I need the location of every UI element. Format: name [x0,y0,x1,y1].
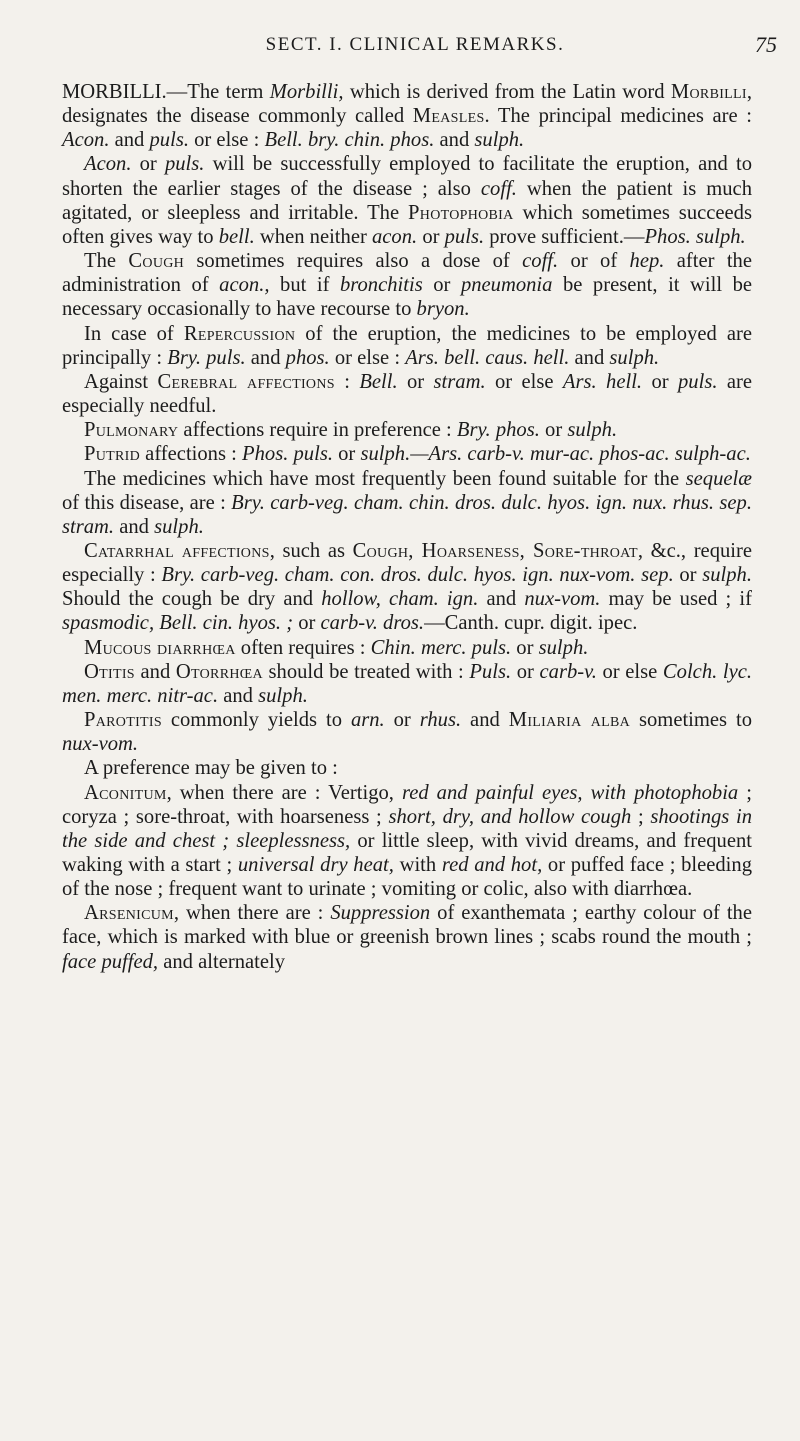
italic-text: Chin. merc. puls. [370,636,512,659]
italic-text: sulph. [474,129,525,152]
text-run: and [478,588,525,611]
italic-text: bryon. [416,298,470,321]
small-caps-term: Parotitis [84,709,162,732]
small-caps-term: Repercussion [183,322,296,345]
italic-text: hep. [629,250,665,273]
italic-text: nux-vom. [62,733,139,756]
italic-text: Bry. carb-veg. cham. con. dros. dulc. hyos. ign. nux-vom. sep. [161,564,674,587]
text-run: , &c., require especially : [62,539,753,587]
paragraph [62,708,752,756]
text-run: , when there are : Vertigo, [166,781,402,804]
text-run: or [417,225,445,248]
italic-text: puls. [444,225,485,248]
italic-text: short, dry, and hollow cough [388,805,632,828]
italic-text: Phos. sulph. [644,225,746,248]
text-run: and [461,709,509,732]
italic-text: sulph. [538,636,589,659]
text-run: : [334,370,360,393]
text-run: commonly yields to [161,709,351,732]
text-run: or puffed face ; bleeding of the nose ; frequent want to urinate ; vomiting or colic, also with diarrhœa. [62,854,752,901]
text-run: or [511,660,540,683]
italic-text: sequelæ [685,467,752,490]
italic-text: coff. [480,177,517,200]
small-caps-term: Putrid [84,443,141,466]
paragraph [62,660,752,708]
text-run: or [332,443,361,466]
text-run: or of [558,250,630,273]
paragraph [62,539,752,636]
text-run: The [84,250,129,273]
text-run: of exanthemata ; earthy colour of the face, which is marked with blue or greenish brown lines ; scabs round the mouth ; [62,902,752,949]
text-run: will be successfully employed to facilitate the eruption, and to shorten the earlier stages of the disease ; also [62,153,753,200]
text-run: are especially needful. [62,370,752,418]
text-run: should be treated with : [262,660,470,683]
italic-text: shootings in the side and chest ; sleeplessness, [62,805,752,852]
paragraph [62,636,752,660]
page-number: 75 [755,32,777,57]
text-run: and [114,515,155,538]
italic-text: carb-v. [539,660,597,683]
text-run: or [422,274,461,297]
text-run: after the administration of [62,250,752,297]
text-run: and [245,346,286,369]
text-run: or [397,370,434,393]
italic-text: red and hot, [441,854,543,876]
text-run: or [673,564,703,587]
small-caps-term: Mucous diarrhœa [84,636,236,659]
text-run: Against [84,370,158,393]
italic-text: pneumonia [460,274,553,297]
italic-text: nux-vom. [524,588,601,611]
text-run: and [134,660,176,683]
italic-text: Bry. phos. [456,419,540,442]
text-run: when the patient is much agitated, or sleepless and irritable. The [62,177,752,224]
text-run: with [393,854,442,876]
text-run: may be used ; if [600,588,752,611]
text-run: sometimes to [630,709,753,732]
text-run: when neither [254,225,372,248]
text-run: or else [596,660,663,683]
italic-text: Bry. puls. [167,346,246,369]
text-run: sometimes requires also a dose of [184,250,523,273]
text-run: or [539,419,568,442]
text-run: or [131,153,165,176]
text-run: MORBILLI.—The term [62,81,270,103]
text-run: ; [631,805,651,828]
text-run: or [511,636,539,659]
text-run: or else [485,370,563,393]
small-caps-term: Aconitum [84,781,167,804]
italic-text: hollow, cham. ign. [321,588,479,611]
text-run: A preference may be given to : [84,757,338,780]
text-run: Should the cough be dry and [62,588,322,611]
italic-text: Bell. [359,370,398,393]
small-caps-term: Otorrhœa [175,660,263,683]
text-run: ; coryza ; sore-throat, with hoarseness ; [62,781,752,828]
italic-text: sulph.—Ars. carb-v. mur-ac. phos-ac. sulph-ac. [360,443,751,466]
italic-text: stram. [433,370,486,393]
text-run: affections : [140,443,243,466]
italic-text: sulph. [258,684,308,707]
text-run: and [109,129,150,152]
italic-text: puls. [149,129,189,152]
italic-text: acon. [371,225,418,248]
text-run: In case of [84,322,184,345]
italic-text: Phos. puls. [242,443,333,466]
italic-text: sulph. [702,564,752,587]
paragraph [62,152,752,249]
text-run: The medicines which have most frequently been found suitable for the [84,467,686,490]
small-caps-term: Cough [128,250,185,273]
text-run: or else : [188,129,265,152]
text-run: and [434,129,475,152]
italic-text: Ars. hell. [562,370,643,393]
text-run: or [384,709,420,732]
italic-text: bronchitis [339,274,423,297]
text-run: and alternately [158,950,286,973]
paragraph [62,467,752,539]
small-caps-term: Measles [412,105,485,128]
page-body [62,80,752,974]
italic-text: coff. [522,250,559,273]
small-caps-term: Pulmonary [84,419,179,442]
italic-text: Bell. bry. chin. phos. [264,129,435,152]
text-run: or [642,370,678,393]
italic-text: spasmodic, Bell. cin. hyos. ; [62,612,294,635]
italic-text: sulph. [567,419,618,442]
text-run: of this disease, are : [62,491,232,514]
text-run: . The principal medicines are : [484,105,752,128]
text-run: be present, it will be necessary occasionally to have recourse to [62,274,753,321]
running-header: SECT. I. CLINICAL REMARKS. [265,34,565,55]
italic-text: sulph. [609,346,660,369]
italic-text: universal dry heat, [237,854,394,876]
small-caps-term: Miliaria alba [508,709,631,732]
italic-text: sulph. [154,515,204,538]
small-caps-term: Arsenicum [84,902,174,925]
paragraph [62,322,752,370]
italic-text: Puls. [469,660,512,683]
paragraph [62,781,752,902]
italic-text: Acon. [62,129,110,152]
small-caps-term: Otitis [84,660,135,683]
small-caps-term: Cough, Hoarseness, Sore-throat [352,539,638,562]
italic-text: red and painful eyes, with photophobia [401,781,739,804]
italic-text: rhus. [419,709,462,732]
paragraph [62,442,752,466]
text-run: or else : [329,346,406,369]
small-caps-term: Photophobia [408,201,514,224]
text-run: or [293,612,321,635]
paragraph [62,901,752,973]
italic-text: carb-v. dros. [320,612,425,635]
italic-text: puls. [678,370,718,393]
small-caps-term: Cerebral affections [157,370,335,393]
italic-text: Ars. bell. caus. hell. [405,346,570,369]
text-run: , when there are : [173,902,331,925]
italic-text: Suppression [330,902,431,925]
italic-text: face puffed, [62,950,159,973]
italic-text: Morbilli, [269,81,344,103]
text-run: , such as [269,539,353,562]
text-run: —Canth. cupr. digit. ipec. [424,612,638,635]
text-run: often requires : [235,636,371,659]
italic-text: phos. [285,346,330,369]
small-caps-term: Morbilli [670,81,747,103]
italic-text: Bry. carb-veg. cham. chin. dros. dulc. hyos. ign. nux. rhus. sep. stram. [62,491,752,538]
italic-text: Acon. [84,153,132,176]
italic-text: acon., [219,274,270,297]
italic-text: arn. [350,709,385,732]
text-run: affections require in preference : [178,419,457,442]
text-run: and [218,684,259,707]
text-run: which is derived from the Latin word [343,81,671,103]
paragraph [62,80,752,152]
paragraph [62,370,752,418]
paragraph [62,249,752,321]
text-run: , designates the disease commonly called [62,81,752,128]
text-run: and [569,346,610,369]
text-run: or little sleep, with vivid dreams, and frequent waking with a start ; [62,829,752,876]
text-run: prove sufficient.— [484,225,645,248]
small-caps-term: Catarrhal affections [84,539,270,562]
paragraph [62,418,752,442]
italic-text: Colch. lyc. men. merc. nitr-ac. [62,660,753,707]
text-run: which sometimes succeeds often gives way to [62,201,752,248]
italic-text: bell. [218,225,255,248]
text-run: but if [269,274,340,297]
text-run: of the eruption, the medicines to be employed are principally : [62,322,752,369]
italic-text: puls. [164,153,205,176]
paragraph [62,756,752,780]
